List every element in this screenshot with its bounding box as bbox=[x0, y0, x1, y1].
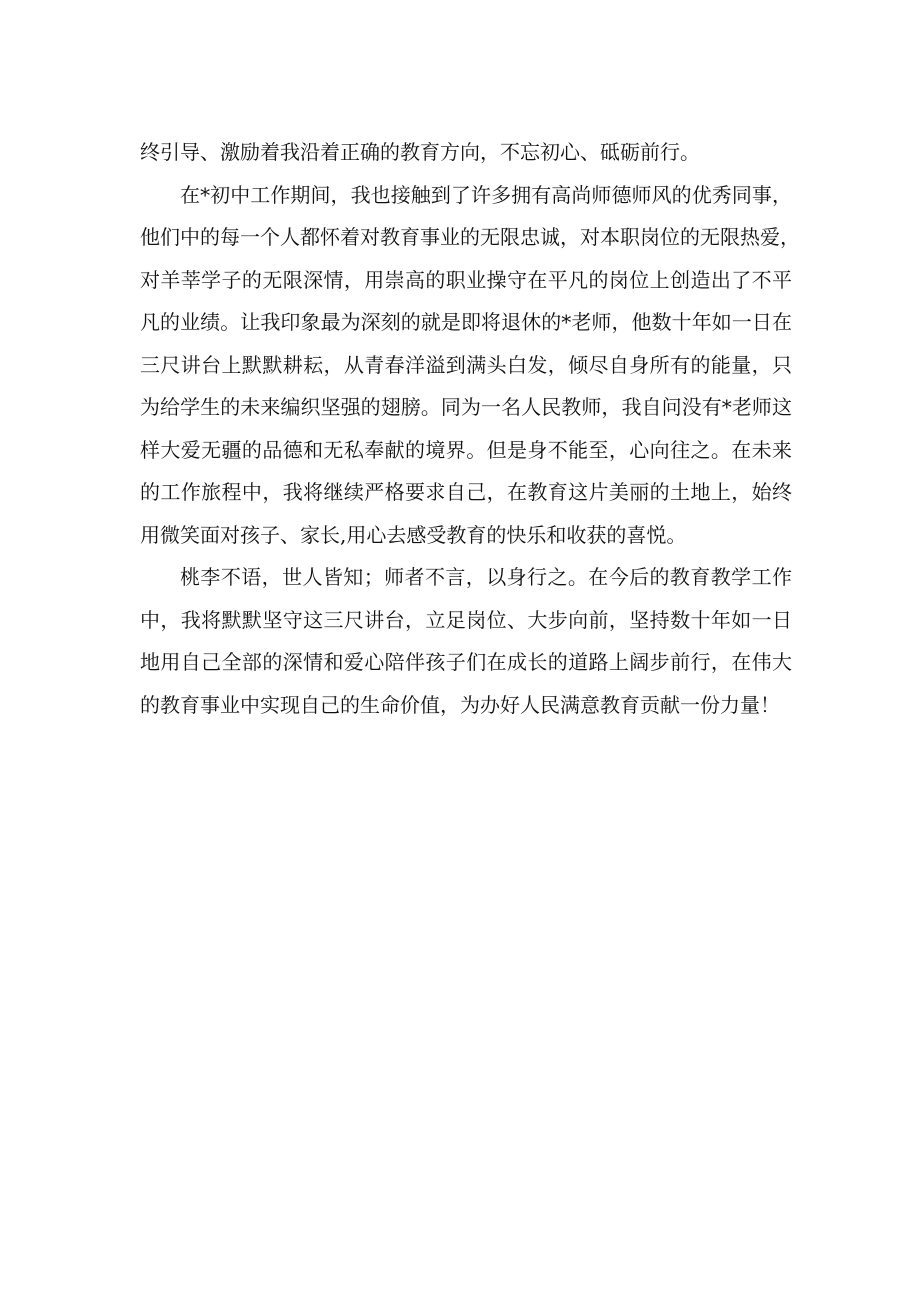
paragraph-line: 凡的业绩。让我印象最为深刻的就是即将退休的*老师，他数十年如一日在 bbox=[140, 310, 792, 334]
paragraph-line: 用微笑面对孩子、家长,用心去感受教育的快乐和收获的喜悦。 bbox=[140, 522, 687, 547]
paragraph-line: 他们中的每一个人都怀着对教育事业的无限忠诚，对本职岗位的无限热爱， bbox=[140, 225, 800, 249]
document-body bbox=[140, 131, 800, 726]
paragraph-3 bbox=[140, 556, 792, 726]
paragraph-line: 桃李不语，世人皆知；师者不言，以身行之。在今后的教育教学工作 bbox=[180, 565, 792, 589]
paragraph-line: 的工作旅程中，我将继续严格要求自己，在教育这片美丽的土地上，始终 bbox=[140, 480, 792, 504]
paragraph-line: 样大爱无疆的品德和无私奉献的境界。但是身不能至，心向往之。在未来 bbox=[140, 437, 792, 462]
paragraph-line: 在*初中工作期间，我也接触到了许多拥有高尚师德师风的优秀同事， bbox=[180, 182, 792, 207]
paragraph-1 bbox=[140, 131, 792, 174]
paragraph-line: 地用自己全部的深情和爱心陪伴孩子们在成长的道路上阔步前行，在伟大 bbox=[140, 650, 792, 674]
paragraph-line: 对羊莘学子的无限深情，用崇高的职业操守在平凡的岗位上创造出了不平 bbox=[140, 267, 792, 292]
paragraph-line: 三尺讲台上默默耕耘，从青春洋溢到满头白发，倾尽自身所有的能量，只 bbox=[140, 352, 792, 377]
paragraph-line: 为给学生的未来编织坚强的翅膀。同为一名人民教师，我自问没有*老师这 bbox=[140, 395, 792, 419]
paragraph-line: 中，我将默默坚守这三尺讲台，立足岗位、大步向前，坚持数十年如一日 bbox=[140, 607, 792, 632]
paragraph-2 bbox=[140, 174, 800, 557]
paragraph-line: 的教育事业中实现自己的生命价值，为办好人民满意教育贡献一份力量！ bbox=[140, 692, 780, 717]
paragraph-line: 终引导、激励着我沿着正确的教育方向，不忘初心、砥砺前行。 bbox=[140, 140, 700, 164]
